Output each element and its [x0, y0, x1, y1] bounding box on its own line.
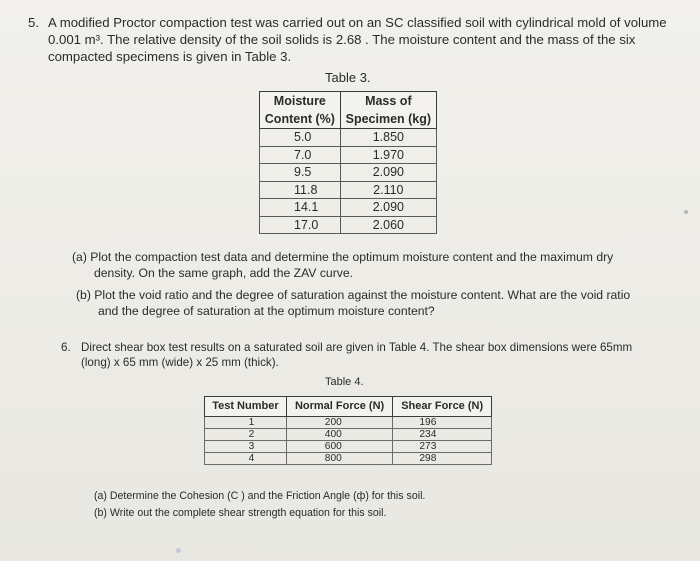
shear-force-cell: 298 — [393, 453, 492, 465]
question-6-text — [61, 340, 661, 370]
mass-cell: 2.110 — [340, 181, 436, 199]
question-5a-line-1: (a) Plot the compaction test data and determine the optimum moisture content and the maximum dry — [72, 250, 614, 264]
normal-force-cell: 400 — [286, 429, 393, 441]
question-6-line-2: (long) x 65 mm (wide) x 25 mm (thick). — [81, 356, 279, 369]
header-moisture: Moisture — [260, 92, 341, 111]
normal-force-cell: 200 — [286, 417, 393, 429]
normal-force-cell: 800 — [286, 453, 393, 465]
table-row — [205, 429, 492, 441]
moisture-cell: 7.0 — [260, 146, 341, 164]
question-5-line-1: A modified Proctor compaction test was carried out on an SC classified soil with cylindrical mold of volume — [48, 15, 667, 30]
test-number-cell: 2 — [205, 429, 287, 441]
table-row — [260, 164, 437, 182]
table-3-header-row-1 — [260, 92, 437, 111]
shear-force-cell: 196 — [393, 417, 492, 429]
question-6-line-1: Direct shear box test results on a saturated soil are given in Table 4. The shear box dimensions were 65mm — [81, 341, 633, 354]
table-row — [260, 216, 437, 234]
question-5b — [76, 287, 676, 319]
question-5b-line-2: and the degree of saturation at the optimum moisture content? — [98, 304, 435, 318]
question-6-number: 6. — [61, 341, 71, 354]
question-5-line-3: compacted specimens is given in Table 3. — [48, 49, 292, 64]
table-row — [205, 417, 492, 429]
header-normal-force: Normal Force (N) — [286, 397, 393, 417]
paper-speck — [176, 548, 181, 553]
question-5-line-2: 0.001 m³. The relative density of the soil solids is 2.68 . The moisture content and the mass of the six — [48, 32, 636, 47]
question-5b-line-1: (b) Plot the void ratio and the degree of saturation against the moisture content. What are the void ratio — [76, 288, 631, 302]
test-number-cell: 3 — [205, 441, 287, 453]
question-5-text — [28, 14, 678, 65]
header-shear-force: Shear Force (N) — [393, 397, 492, 417]
shear-force-cell: 234 — [393, 429, 492, 441]
table-row — [260, 199, 437, 217]
table-4-caption: Table 4. — [325, 376, 364, 388]
table-3-caption: Table 3. — [325, 70, 371, 85]
mass-cell: 2.090 — [340, 164, 436, 182]
paper-speck — [684, 210, 688, 214]
table-row — [260, 129, 437, 147]
shear-force-cell: 273 — [393, 441, 492, 453]
mass-cell: 1.850 — [340, 129, 436, 147]
table-3 — [259, 91, 437, 234]
question-5a — [72, 249, 672, 281]
table-3-header-row-2 — [260, 110, 437, 129]
header-content: Content (%) — [260, 110, 341, 129]
test-number-cell: 1 — [205, 417, 287, 429]
table-row — [260, 181, 437, 199]
table-row — [205, 453, 492, 465]
moisture-cell: 17.0 — [260, 216, 341, 234]
mass-cell: 2.090 — [340, 199, 436, 217]
header-test-number: Test Number — [205, 397, 287, 417]
question-6a: (a) Determine the Cohesion (C ) and the Friction Angle (ф) for this soil. — [94, 490, 426, 502]
table-4-header-row — [205, 397, 492, 417]
moisture-cell: 11.8 — [260, 181, 341, 199]
question-5a-line-2: density. On the same graph, add the ZAV curve. — [94, 266, 354, 280]
moisture-cell: 5.0 — [260, 129, 341, 147]
table-4 — [204, 396, 492, 465]
table-row — [205, 441, 492, 453]
mass-cell: 2.060 — [340, 216, 436, 234]
question-6b: (b) Write out the complete shear strength equation for this soil. — [94, 507, 387, 519]
table-row — [260, 146, 437, 164]
header-specimen: Specimen (kg) — [340, 110, 436, 129]
question-5-number: 5. — [28, 15, 39, 30]
normal-force-cell: 600 — [286, 441, 393, 453]
moisture-cell: 14.1 — [260, 199, 341, 217]
test-number-cell: 4 — [205, 453, 287, 465]
moisture-cell: 9.5 — [260, 164, 341, 182]
mass-cell: 1.970 — [340, 146, 436, 164]
header-mass: Mass of — [340, 92, 436, 111]
